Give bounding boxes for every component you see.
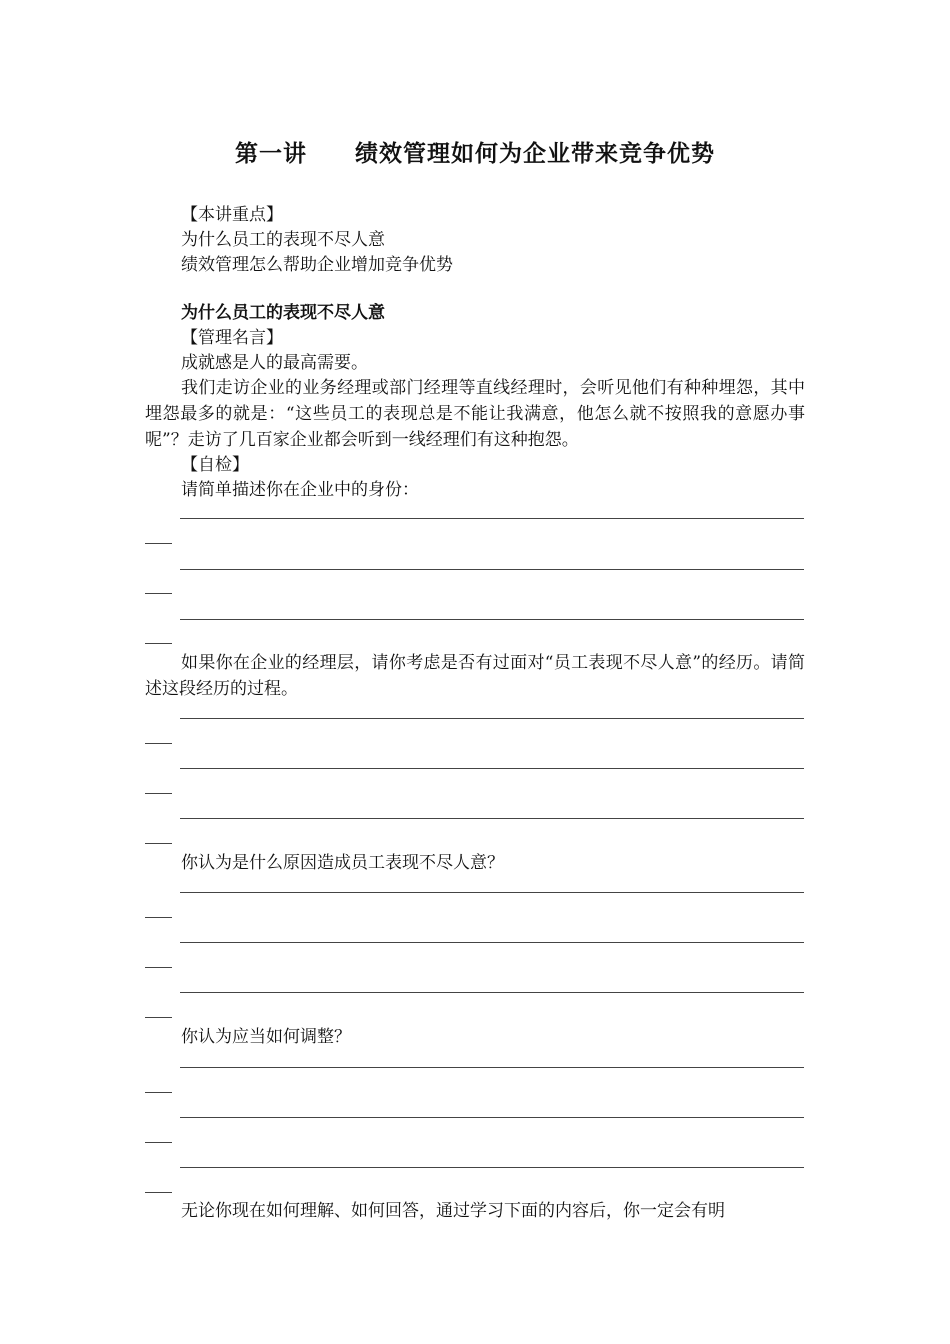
section-body-paragraph: 我们走访企业的业务经理或部门经理等直线经理时，会听见他们有种种埋怨，其中埋怨最多的就是：“这些员工的表现总是不能让我满意，他怎么就不按照我的意愿办事呢”？走访了几百家企业都会听到一线经理们有这种抱怨。	[145, 378, 805, 450]
answer-line[interactable]	[180, 818, 804, 819]
quote-label: 【管理名言】	[181, 328, 283, 348]
answer-line[interactable]	[180, 1167, 804, 1168]
closing-paragraph: 无论你现在如何理解、如何回答，通过学习下面的内容后，你一定会有明	[181, 1201, 725, 1221]
answer-line-tail	[145, 917, 172, 918]
answer-line-tail	[145, 543, 172, 544]
question-cause: 你认为是什么原因造成员工表现不尽人意？	[181, 853, 504, 873]
answer-line[interactable]	[180, 768, 804, 769]
answer-line-tail	[145, 793, 172, 794]
lecture-title: 第一讲 绩效管理如何为企业带来竞争优势	[235, 140, 715, 167]
answer-line-tail	[145, 843, 172, 844]
focus-item-2: 绩效管理怎么帮助企业增加竞争优势	[181, 255, 453, 275]
question-experience: 如果你在企业的经理层，请你考虑是否有过面对“员工表现不尽人意”的经历。请简述这段经历的过程。	[145, 653, 805, 699]
question-identity: 请简单描述你在企业中的身份：	[181, 480, 419, 500]
answer-line[interactable]	[180, 992, 804, 993]
answer-line-tail	[145, 1192, 172, 1193]
answer-line-tail	[145, 1017, 172, 1018]
selfcheck-label: 【自检】	[181, 455, 249, 475]
answer-line-tail	[145, 643, 172, 644]
answer-line-tail	[145, 743, 172, 744]
answer-line[interactable]	[180, 619, 804, 620]
answer-line[interactable]	[180, 518, 804, 519]
section-heading: 为什么员工的表现不尽人意	[181, 303, 385, 323]
answer-line[interactable]	[180, 569, 804, 570]
answer-line-tail	[145, 967, 172, 968]
answer-line-tail	[145, 593, 172, 594]
answer-line[interactable]	[180, 1117, 804, 1118]
answer-line[interactable]	[180, 892, 804, 893]
focus-item-1: 为什么员工的表现不尽人意	[181, 230, 385, 250]
answer-line[interactable]	[180, 718, 804, 719]
question-adjust: 你认为应当如何调整？	[181, 1027, 351, 1047]
answer-line[interactable]	[180, 1067, 804, 1068]
answer-line-tail	[145, 1142, 172, 1143]
focus-label: 【本讲重点】	[181, 205, 283, 225]
answer-line-tail	[145, 1092, 172, 1093]
answer-line[interactable]	[180, 942, 804, 943]
management-quote: 成就感是人的最高需要。	[181, 353, 368, 373]
